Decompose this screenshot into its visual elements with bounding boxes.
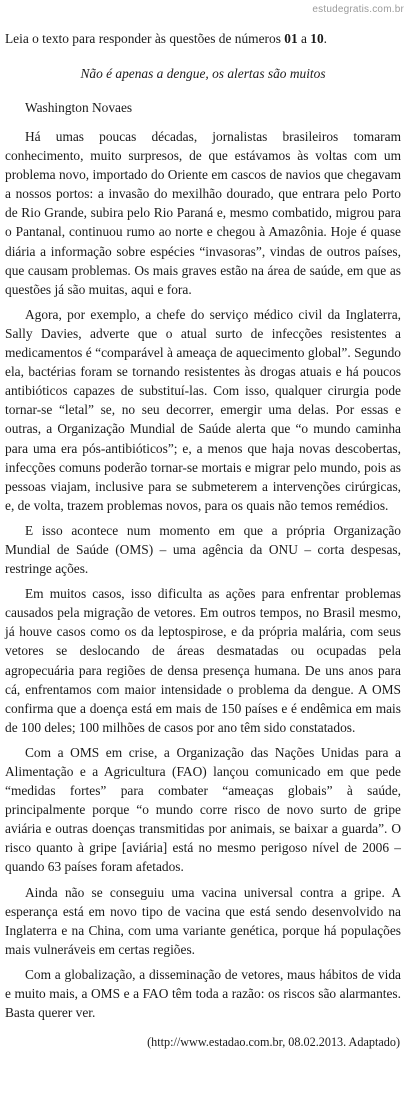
article-title: Não é apenas a dengue, os alertas são muitos: [80, 66, 326, 81]
article-paragraph-7: Com a globalização, a disseminação de vetores, maus hábitos de vida e muito mais, a OMS e a FAO têm toda a razão: os riscos são alarmantes. Basta querer ver.: [5, 966, 401, 1021]
article-paragraph-4: Em muitos casos, isso dificulta as ações para enfrentar problemas causados pela migração de vetores. Em outros tempos, no Brasil mesmo, já houve casos como os da leptospirose, e da própria malária, com seus vetores se deslocando de áreas desmatadas ou ocupadas pela agropecuária para regiões de densa presença humana. De uns anos para cá, enfrentamos com maior intensidade o problema da dengue. A OMS confirma que a doença está em mais de 150 países e é endêmica em mais de 100 deles; 100 milhões de casos por ano têm sido constatados.: [5, 586, 401, 735]
watermark: estudegratis.com.br: [312, 4, 404, 15]
article-source: (http://www.estadao.com.br, 08.02.2013. Adaptado): [147, 1035, 400, 1050]
instruction-suffix: .: [323, 31, 328, 46]
instruction-prefix: Leia o texto para responder às questões de números: [5, 31, 285, 46]
article-paragraph-1: Há umas poucas décadas, jornalistas brasileiros tomaram conhecimento, muito surpresos, de que estávamos às voltas com um problema novo, importado do Oriente em cascos de navios que chegavam a nossos portos: a invasão do mexilhão dourado, que entrara pelo Porto de Rio Grande, subira pelo Rio Paraná e, mesmo combatido, migrou para o Pantanal, continuou rumo ao norte e chegou à Amazônia. Hoje é quase diária a informação sobre espécies “invasoras”, vindas de outros países, que causam problemas. Os mais graves estão na área de saúde, em que as questões já são muitas, aqui e fora.: [5, 129, 401, 297]
question-end-number: 10: [310, 31, 324, 46]
article-paragraph-3: E isso acontece num momento em que a própria Organização Mundial de Saúde (OMS) – uma agência da ONU – corta despesas, restringe ações.: [5, 522, 401, 577]
question-start-number: 01: [284, 31, 298, 46]
instruction-middle: a: [297, 31, 311, 46]
article-author: Washington Novaes: [25, 100, 133, 115]
article-paragraph-5: Com a OMS em crise, a Organização das Nações Unidas para a Alimentação e a Agricultura (FAO) lançou comunicado em que pede “medidas fortes” para combater “ameaças globais” à saúde, principalmente porque “o mundo corre risco de novo surto de gripe aviária e outras doenças transmitidas por animais, se baixar a guarda”. O risco quanto à gripe [aviária] está no mesmo perigoso nível de 2006 – quando 63 países foram afetados.: [5, 744, 401, 875]
document-page: [5, 30, 401, 1062]
article-paragraph-6: Ainda não se conseguiu uma vacina universal contra a gripe. A esperança está em novo tipo de vacina que está sendo desenvolvido na Inglaterra e na China, com uma variante genética, porque há populações mais vulneráveis em certas regiões.: [5, 884, 401, 957]
instruction-line: [5, 30, 401, 48]
article-paragraph-2: Agora, por exemplo, a chefe do serviço médico civil da Inglaterra, Sally Davies, adverte que o atual surto de infecções resistentes a medicamentos é “comparável à ameaça de aquecimento global”. Segundo ela, bactérias foram se tornando resistentes às drogas atuais e há poucos antibióticos capazes de substituí-las. Com isso, qualquer cirurgia pode tornar-se “letal” se, no seu decorrer, emergir uma delas. Por essas e outras, a Organização Mundial de Saúde alerta que “o mundo caminha para uma era pós-antibióticos”; e, a menos que haja novas descobertas, infecções comuns poderão tornar-se mortais e migrar pelo mundo, pois as pessoas viajam, inclusive para se submeterem a intervenções cirúrgicas, e, de volta, trazem problemas novos, para os quais não temos remédios.: [5, 306, 401, 513]
